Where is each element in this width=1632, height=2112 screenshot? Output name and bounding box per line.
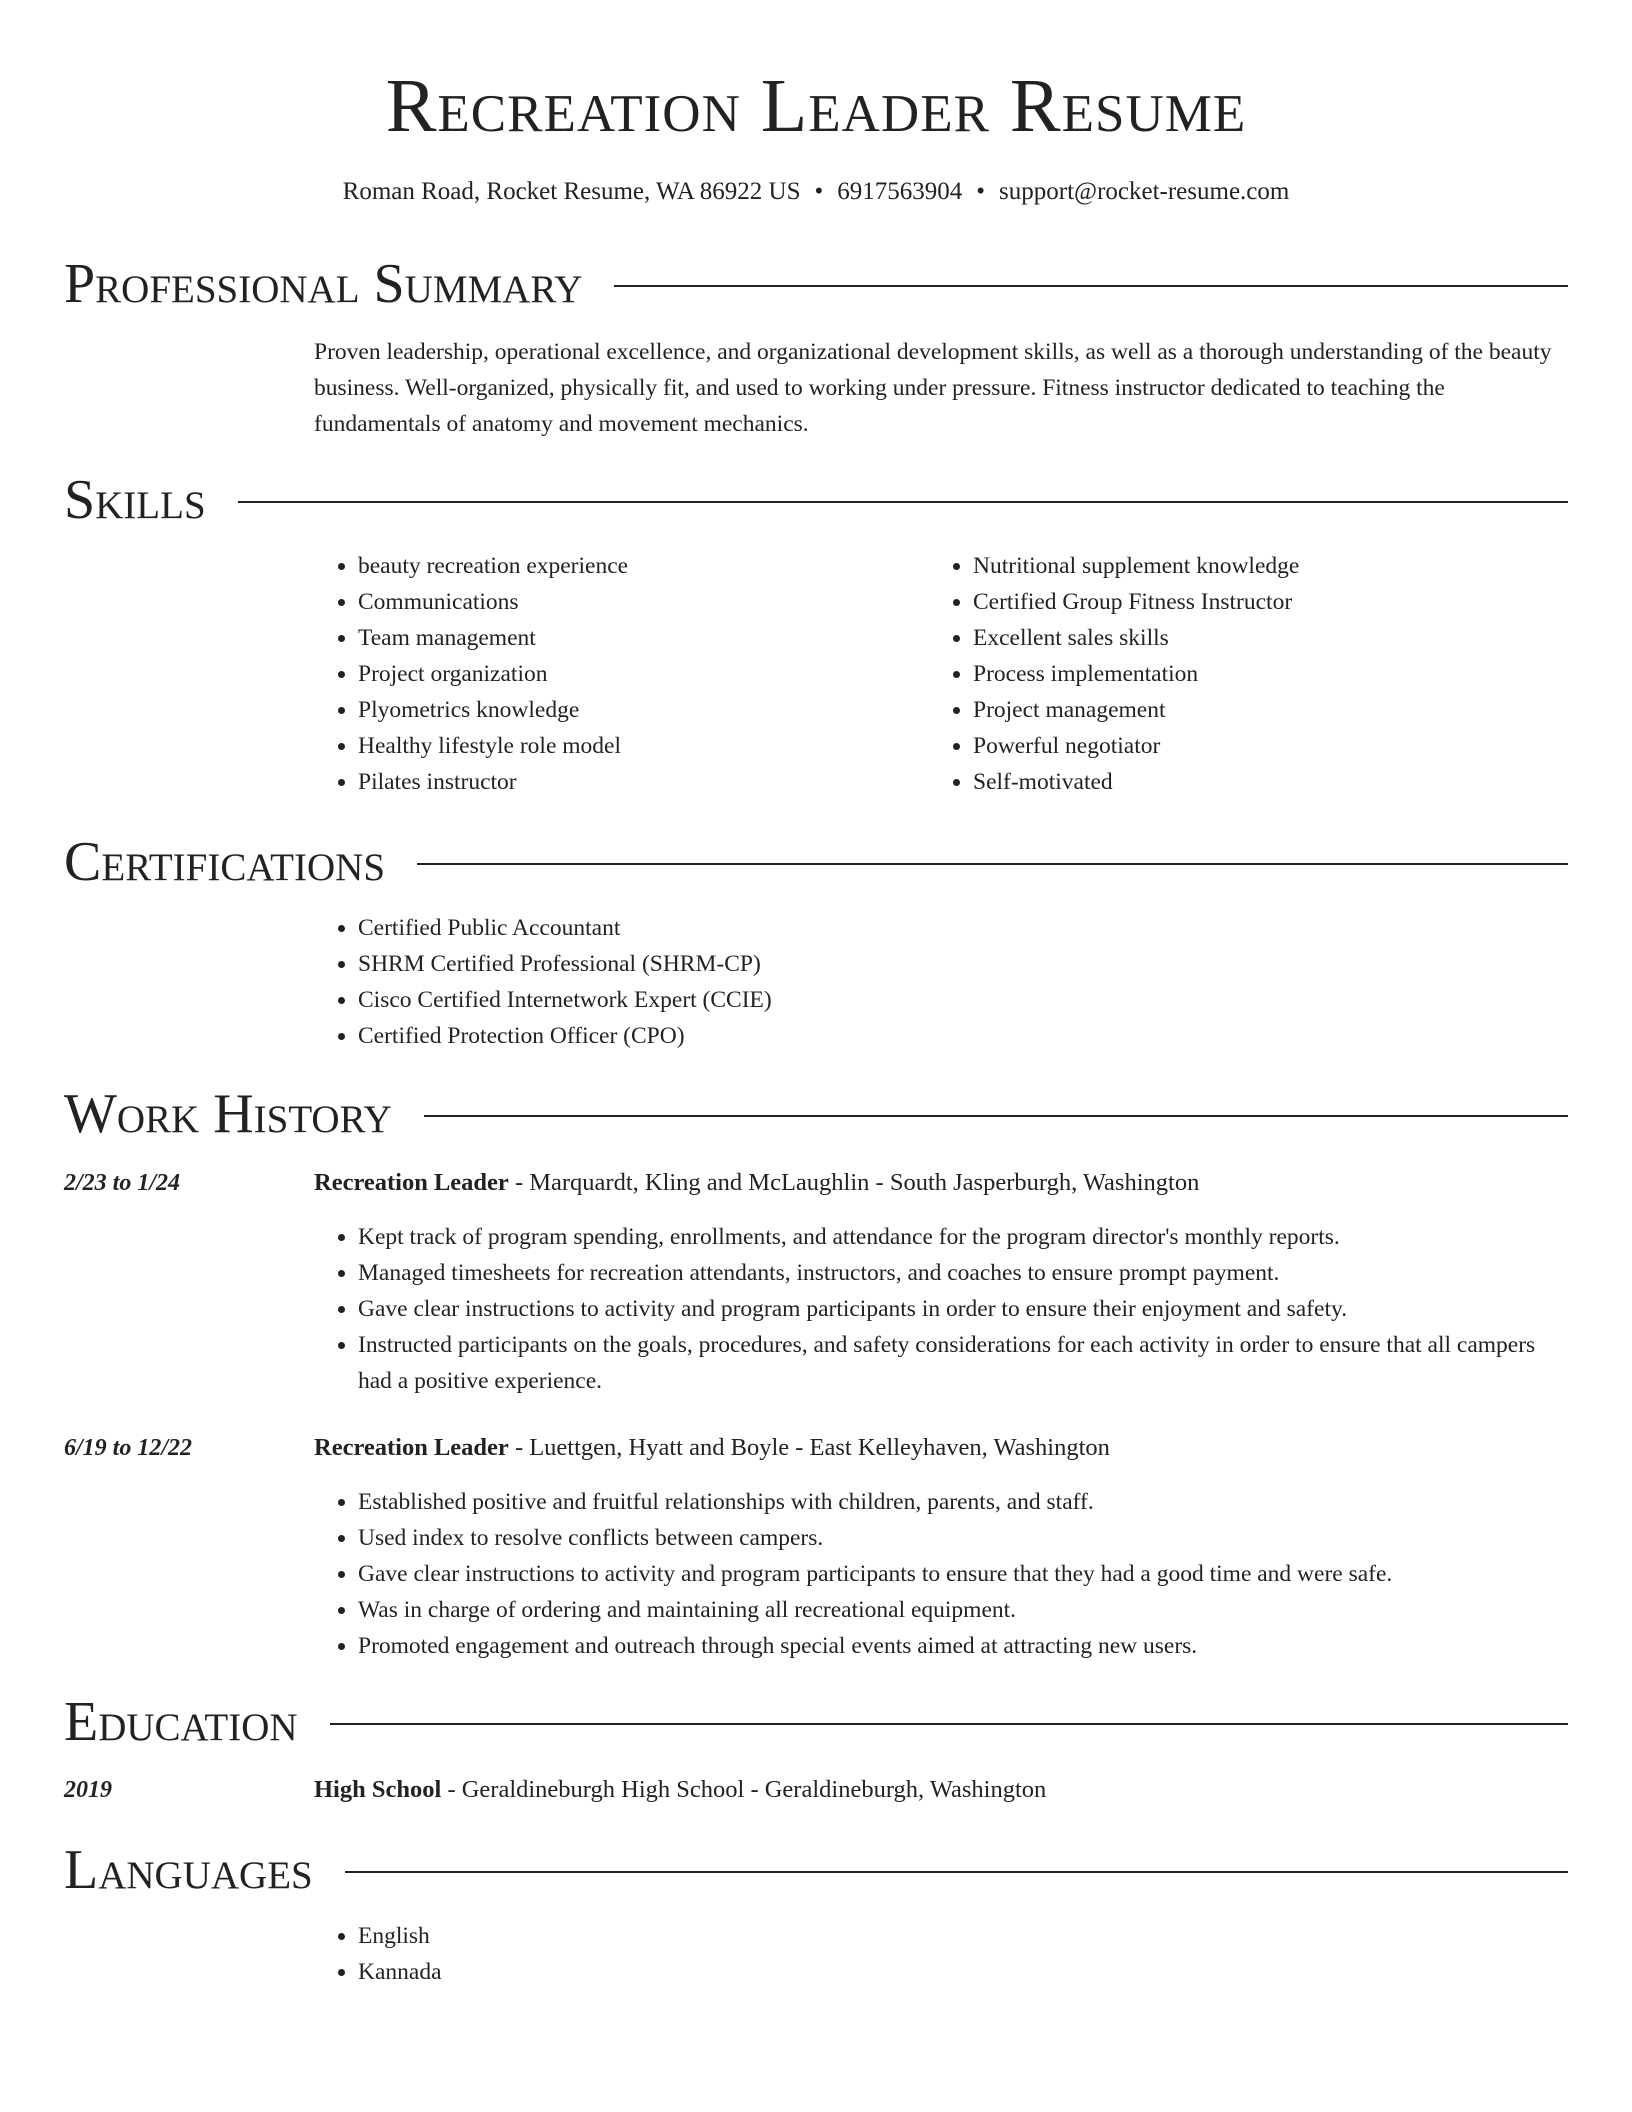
languages-section-header [64,1838,1568,1902]
languages-block [314,1918,1568,1990]
skills-heading: Skills [64,469,206,531]
languages-heading: Languages [64,1839,313,1901]
education-year: 2019 [64,1777,112,1803]
contact-phone: 6917563904 [837,178,963,205]
job-bullet: • Kept track of program spending, enrollments, and attendance for the program director's monthly reports. [358,1219,1568,1255]
skill-item: • Team management [358,620,929,656]
work-section-header [64,1082,1568,1146]
certification-item: • SHRM Certified Professional (SHRM-CP) [358,946,1568,982]
skill-item: • Project management [973,692,1544,728]
language-item: • Kannada [358,1954,1568,1990]
job-bullet: • Gave clear instructions to activity and program participants in order to ensure their enjoyment and safety. [358,1291,1568,1327]
job-bullets-block [314,1484,1568,1664]
certifications-list [314,910,1568,1054]
job-details: - Luettgen, Hyatt and Boyle - East Kelleyhaven, Washington [508,1434,1110,1461]
skill-item: • Process implementation [973,656,1544,692]
summary-text: Proven leadership, operational excellence, and organizational development skills, as well as a thorough understanding of the beauty business. Well-organized, physically fit, and used to working under pressure. Fitness instructor dedicated to teaching the fundamentals of anatomy and movement mechanics. [314,339,1552,437]
work-heading: Work History [64,1083,392,1145]
job-title-line [314,1430,1568,1466]
job-bullet: • Was in charge of ordering and maintaining all recreational equipment. [358,1592,1568,1628]
job-bullet: • Established positive and fruitful relationships with children, parents, and staff. [358,1484,1568,1520]
education-degree: High School [314,1776,442,1803]
resume-title: Recreation Leader Resume [385,64,1247,148]
skill-item: • Nutritional supplement knowledge [973,548,1544,584]
job-details: - Marquardt, Kling and McLaughlin - South Jasperburgh, Washington [508,1169,1200,1196]
skill-item: • Project organization [358,656,929,692]
education-line [314,1772,1568,1808]
job-bullet: • Used index to resolve conflicts between campers. [358,1520,1568,1556]
job-bullets [314,1219,1568,1399]
job-bullet: • Instructed participants on the goals, procedures, and safety considerations for each activity in order to ensure that all campers had a positive experience. [358,1327,1568,1399]
job-bullet: • Promoted engagement and outreach through special events aimed at attracting new users. [358,1628,1568,1664]
summary-heading: Professional Summary [64,253,583,315]
job-bullets [314,1484,1568,1664]
job-bullet: • Managed timesheets for recreation attendants, instructors, and coaches to ensure prompt payment. [358,1255,1568,1291]
skills-column-left [314,548,929,800]
skills-list-right [929,548,1544,800]
job-title-line [314,1165,1568,1201]
skill-item: • Powerful negotiator [973,728,1544,764]
skill-item: • beauty recreation experience [358,548,929,584]
job-role: Recreation Leader [314,1434,509,1461]
education-heading: Education [64,1691,298,1753]
skill-item: • Communications [358,584,929,620]
contact-separator: • [976,178,986,205]
certifications-section-header [64,830,1568,894]
summary-section-header [64,252,1568,316]
skill-item: • Pilates instructor [358,764,929,800]
section-divider [417,863,1568,865]
skills-column-right [929,548,1544,800]
contact-address: Roman Road, Rocket Resume, WA 86922 US [342,178,801,205]
language-item: • English [358,1918,1568,1954]
languages-list [314,1918,1568,1990]
skill-item: • Certified Group Fitness Instructor [973,584,1544,620]
job-dates: 2/23 to 1/24 [64,1170,181,1196]
skill-item: • Self-motivated [973,764,1544,800]
section-divider [330,1723,1568,1725]
education-section-header [64,1690,1568,1754]
skills-grid [314,548,1568,800]
contact-line [0,174,1632,210]
section-divider [614,285,1568,287]
job-bullets-block [314,1219,1568,1399]
job-bullet: • Gave clear instructions to activity and program participants to ensure that they had a good time and were safe. [358,1556,1568,1592]
job-role: Recreation Leader [314,1169,509,1196]
education-details: - Geraldineburgh High School - Geraldineburgh, Washington [441,1776,1047,1803]
certification-item: • Certified Public Accountant [358,910,1568,946]
certifications-heading: Certifications [64,831,386,893]
certification-item: • Cisco Certified Internetwork Expert (CCIE) [358,982,1568,1018]
certifications-block [314,910,1568,1054]
skill-item: • Healthy lifestyle role model [358,728,929,764]
job-dates: 6/19 to 12/22 [64,1435,193,1461]
skill-item: • Plyometrics knowledge [358,692,929,728]
section-divider [238,501,1568,503]
skill-item: • Excellent sales skills [973,620,1544,656]
section-divider [424,1115,1568,1117]
section-divider [345,1871,1568,1873]
certification-item: • Certified Protection Officer (CPO) [358,1018,1568,1054]
contact-email: support@rocket-resume.com [999,178,1290,205]
contact-separator: • [814,178,824,205]
skills-section-header [64,468,1568,532]
skills-list-left [314,548,929,800]
